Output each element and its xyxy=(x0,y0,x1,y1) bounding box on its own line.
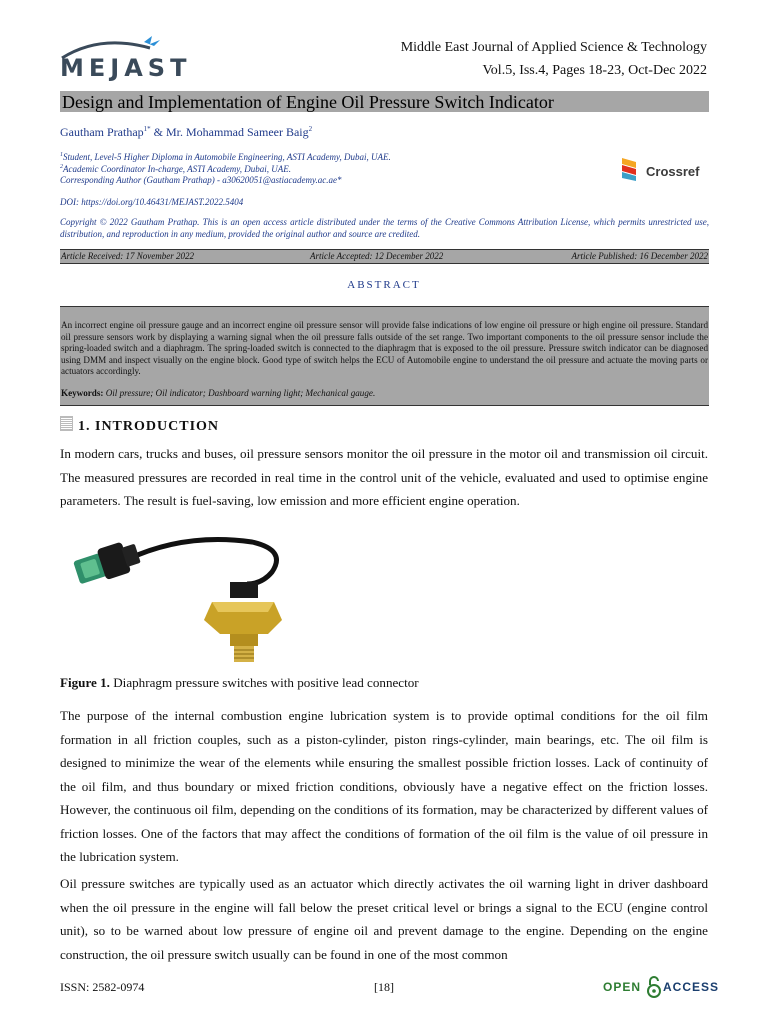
crossref-icon xyxy=(620,156,644,182)
title-bar xyxy=(60,91,709,112)
author-line xyxy=(60,125,312,140)
author-1-sup: 1* xyxy=(143,125,151,133)
doi-link[interactable]: DOI: https://doi.org/10.46431/MEJAST.2022.5404 xyxy=(60,197,244,207)
keywords xyxy=(61,388,375,398)
journal-volume-info: Vol.5, Iss.4, Pages 18-23, Oct-Dec 2022 xyxy=(482,63,707,78)
abstract-heading: ABSTRACT xyxy=(347,279,421,291)
affiliation-2-text: Academic Coordinator In-charge, ASTI Academy, Dubai, UAE. xyxy=(63,164,291,174)
date-accepted: Article Accepted: 12 December 2022 xyxy=(310,251,444,261)
figure-caption xyxy=(60,675,419,691)
affiliation-1-text: Student, Level-5 Higher Diploma in Automobile Engineering, ASTI Academy, Dubai, UAE. xyxy=(63,152,391,162)
journal-name: Middle East Journal of Applied Science & Technology xyxy=(400,40,707,55)
footer-issn: ISSN: 2582-0974 xyxy=(60,980,145,994)
journal-logo xyxy=(60,32,192,84)
affiliation-1 xyxy=(60,152,391,162)
open-access-badge xyxy=(603,975,720,999)
affiliation-1-sup: 1 xyxy=(60,152,63,158)
keywords-list: Oil pressure; Oil indicator; Dashboard warning light; Mechanical gauge. xyxy=(103,388,376,398)
author-2: Mr. Mohammad Sameer Baig xyxy=(166,125,309,139)
intro-paragraph-2: The purpose of the internal combustion engine lubrication system is to provide optimal conditions for the oil film formation in all friction couples, such as a piston-cylinder, piston rings-cylinder, main bearings, etc. The oil film is designed to minimize the wear of the elements while ensuring the smallest possible friction losses. Lack of continuity of the oil film, and thus boundary or mixed friction conditions, obviously have a negative effect on the friction losses. However, the continuous oil film, depending on the conditions of its formation, may be characterized by different values of friction losses. One of the factors that may affect the conditions of formation of the oil film is the value of oil pressure in the lubrication system. xyxy=(60,708,708,864)
intro-paragraph-3: Oil pressure switches are typically used as an actuator which directly activates the oil warning light in driver dashboard when the oil pressure in the engine will fall below the preset critical level or brings a signal to the ECU (engine control unit), so to be warned about low pressure of engine oil and prevent damage to the engine. Depending on the engine construction, the oil pressure switch usually can be found in one of the most common xyxy=(60,876,708,962)
section-marker-icon xyxy=(60,416,73,431)
author-2-sup: 2 xyxy=(308,125,313,133)
abstract-box xyxy=(60,306,709,406)
figure-caption-text: Diaphragm pressure switches with positive lead connector xyxy=(109,675,419,690)
figure-pressure-switch xyxy=(62,522,284,667)
date-received: Article Received: 17 November 2022 xyxy=(61,251,194,261)
logo-text: MEJAST xyxy=(60,54,192,82)
author-1: Gautham Prathap xyxy=(60,125,144,139)
author-joiner: & xyxy=(150,125,166,139)
abstract-text: An incorrect engine oil pressure gauge and an incorrect engine oil pressure sensor will provide false indications of low engine oil pressure or high engine oil pressure. Standard oil pressure sensors work by displaying a warning signal when the oil pressure falls outside of the set range. Two important components to the oil pressure sensor include the spring-loaded switch and a diaphragm. The spring-loaded switch is connected to the diaphragm that is exposed to the oil pressure. Pressure switch indicator can be diagnosed using DMM and inspect visually on the engine block. Good type of switch helps the ECU of Automobile engine to understand the oil pressure and actuate the moving parts or actuators accordingly. xyxy=(61,320,708,376)
footer-page-number: [18] xyxy=(374,980,394,994)
intro-paragraph-1: In modern cars, trucks and buses, oil pressure sensors monitor the oil pressure in the motor oil and transmission oil circuit. The measured pressures are recorded in real time in the control unit of the vehicle, evaluated and used to optimise engine parameters. The result is fuel-saving, low emission and more efficient engine operation. xyxy=(60,446,708,508)
pressure-switch-image xyxy=(62,522,284,667)
section-heading-text: 1. INTRODUCTION xyxy=(78,419,220,434)
open-lock-icon xyxy=(646,975,662,999)
section-heading xyxy=(60,416,219,435)
corresponding-author xyxy=(60,175,342,185)
crossref-badge[interactable] xyxy=(620,156,710,184)
date-published: Article Published: 16 December 2022 xyxy=(571,251,708,261)
keywords-label: Keywords: xyxy=(61,388,104,398)
paper-title: Design and Implementation of Engine Oil Pressure Switch Indicator xyxy=(62,92,554,112)
copyright-notice: Copyright © 2022 Gautham Prathap. This is an open access article distributed under the terms of the Creative Commons Attribution License, which permits unrestricted use, distribution, and reproduction in any medium, provided the original author and source are credited. xyxy=(60,217,709,239)
affiliation-2 xyxy=(60,164,291,174)
figure-label: Figure 1. xyxy=(60,675,110,690)
corresponding-author-text: Corresponding Author (Gautham Prathap) - a30620051@astiacademy.ac.ae* xyxy=(60,175,342,185)
article-dates-bar xyxy=(60,249,709,264)
crossref-label: Crossref xyxy=(646,164,700,179)
open-access-open: OPEN xyxy=(603,980,642,994)
affiliation-2-sup: 2 xyxy=(60,164,63,170)
open-access-access: ACCESS xyxy=(663,980,720,994)
